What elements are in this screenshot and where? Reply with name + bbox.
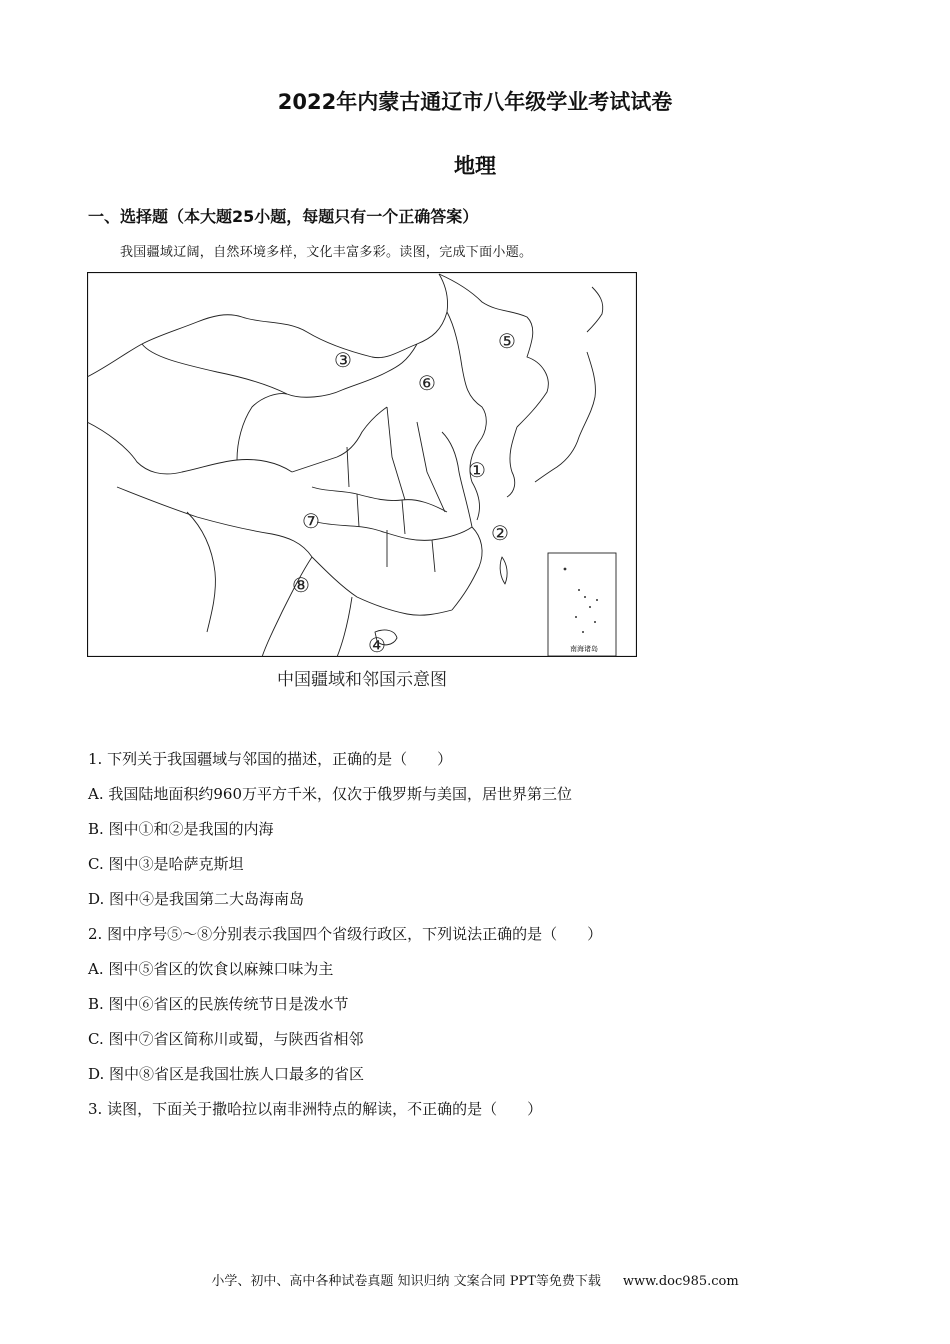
marker-4: ④ (368, 633, 386, 657)
question-2-option-b: B. 图中⑥省区的民族传统节日是泼水节 (88, 995, 349, 1013)
question-1-option-c: C. 图中③是哈萨克斯坦 (88, 855, 244, 873)
inset-label: 南海诸岛 (570, 645, 598, 653)
footer-text: 小学、初中、高中各种试卷真题 知识归纳 文案合同 PPT等免费下载 (211, 1274, 601, 1289)
question-3-stem: 3. 读图，下面关于撒哈拉以南非洲特点的解读，不正确的是（ ） (88, 1100, 543, 1118)
marker-5: ⑤ (498, 329, 516, 353)
question-2-stem: 2. 图中序号⑤～⑧分别表示我国四个省级行政区，下列说法正确的是（ ） (88, 925, 603, 943)
exam-title: 2022年内蒙古通辽市八年级学业考试试卷 (277, 90, 673, 114)
question-2-option-d: D. 图中⑧省区是我国壮族人口最多的省区 (88, 1065, 365, 1083)
map-caption: 中国疆域和邻国示意图 (277, 670, 447, 690)
question-2-option-c: C. 图中⑦省区简称川或蜀，与陕西省相邻 (88, 1030, 364, 1048)
marker-7: ⑦ (302, 509, 320, 533)
question-1-option-d: D. 图中④是我国第二大岛海南岛 (88, 890, 305, 908)
marker-8: ⑧ (292, 573, 310, 597)
question-2-option-a: A. 图中⑤省区的饮食以麻辣口味为主 (88, 960, 334, 978)
question-1-stem: 1. 下列关于我国疆域与邻国的描述，正确的是（ ） (88, 750, 453, 768)
question-intro: 我国疆域辽阔，自然环境多样，文化丰富多彩。读图，完成下面小题。 (120, 245, 533, 260)
south-china-sea-inset (548, 553, 616, 656)
footer-site-link[interactable]: www.doc985.com (622, 1274, 739, 1289)
marker-6: ⑥ (418, 371, 436, 395)
section-heading: 一、选择题（本大题25小题，每题只有一个正确答案） (88, 207, 479, 226)
question-1-option-a: A. 我国陆地面积约960万平方千米，仅次于俄罗斯与美国，居世界第三位 (88, 785, 573, 803)
china-map-figure (87, 272, 637, 657)
marker-3: ③ (334, 348, 352, 372)
question-1-option-b: B. 图中①和②是我国的内海 (88, 820, 274, 838)
marker-2: ② (491, 521, 509, 545)
page-footer (0, 1270, 950, 1289)
subject-title: 地理 (454, 154, 496, 178)
marker-1: ① (468, 458, 486, 482)
